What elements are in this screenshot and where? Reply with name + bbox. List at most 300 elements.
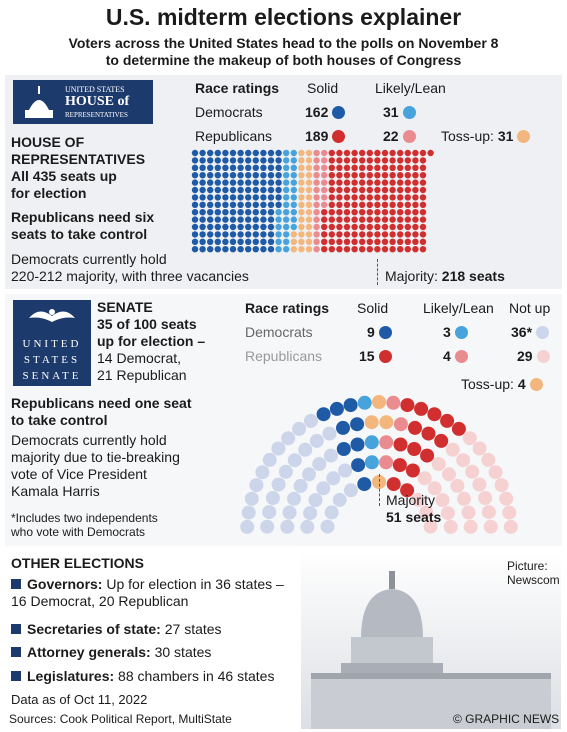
senate-seat-dem-notup [281, 431, 295, 445]
house-seat-dem-solid [275, 150, 281, 156]
house-seat-tossup [306, 202, 312, 208]
house-seat-dem-solid [192, 179, 198, 185]
house-seat-rep-solid [412, 246, 418, 252]
house-seat-rep-solid [374, 202, 380, 208]
house-seat-rep-solid [351, 246, 357, 252]
house-seat-dem-solid [222, 239, 228, 245]
house-seat-dem-solid [199, 239, 205, 245]
subtitle-line-2: to determine the makeup of both houses of Congress [105, 52, 462, 68]
house-seat-rep-solid [336, 239, 342, 245]
house-seat-dem-solid [207, 216, 213, 222]
senate-seat-dem-notup [240, 520, 254, 534]
house-seat-rep-lean [313, 231, 319, 237]
house-seat-dem-solid [260, 172, 266, 178]
house-seat-rep-solid [420, 202, 426, 208]
house-seat-dem-solid [245, 165, 251, 171]
house-logo-line-2: HOUSE of [65, 94, 130, 109]
house-seat-dem-solid [260, 246, 266, 252]
other-item-legislatures [11, 668, 274, 685]
senate-logo-line-2: STATES [23, 354, 81, 366]
house-seat-dem-solid [230, 187, 236, 193]
house-seat-dem-solid [192, 165, 198, 171]
house-seat-dem-solid [199, 194, 205, 200]
house-seat-rep-solid [412, 172, 418, 178]
house-seat-rep-solid [420, 216, 426, 222]
house-seat-rep-solid [374, 224, 380, 230]
house-seat-rep-solid [374, 246, 380, 252]
page-subtitle [0, 35, 567, 69]
house-seat-rep-solid [420, 231, 426, 237]
house-seat-dem-lean [275, 231, 281, 237]
bullet-square-icon [11, 624, 21, 634]
house-seat-dem-solid [237, 202, 243, 208]
house-seat-rep-solid [420, 209, 426, 215]
house-seat-dem-solid [245, 231, 251, 237]
house-seat-rep-solid [382, 157, 388, 163]
house-seat-rep-solid [389, 179, 395, 185]
house-seat-rep-solid [351, 202, 357, 208]
house-seat-dem-solid [260, 209, 266, 215]
house-seat-dem-solid [192, 231, 198, 237]
senate-seat-rep-notup [499, 492, 513, 506]
house-seat-rep-solid [397, 202, 403, 208]
senate-seat-dem-solid [337, 442, 351, 456]
house-seat-tossup [306, 224, 312, 230]
house-seat-dem-solid [253, 224, 259, 230]
house-seat-dem-solid [268, 216, 274, 222]
senate-seat-dem-notup [338, 464, 352, 478]
house-seat-dem-lean [283, 194, 289, 200]
senate-seat-rep-notup [504, 520, 518, 534]
house-seat-dem-solid [215, 165, 221, 171]
senate-seat-dem-notup [321, 520, 335, 534]
house-seat-dem-solid [260, 202, 266, 208]
house-seat-rep-lean [321, 179, 327, 185]
house-seat-tossup [306, 187, 312, 193]
house-seat-rep-solid [367, 216, 373, 222]
senate-note-line-1: Democrats currently hold [11, 432, 167, 448]
senate-seat-dem-notup [242, 506, 256, 520]
house-seat-dem-solid [199, 231, 205, 237]
house-seat-dem-lean [275, 224, 281, 230]
house-seat-tossup [298, 194, 304, 200]
house-seat-dem-solid [245, 239, 251, 245]
house-seat-rep-solid [420, 194, 426, 200]
senate-seats-line-2: up for election – [97, 333, 206, 349]
house-seat-rep-solid [405, 179, 411, 185]
house-seat-rep-solid [336, 187, 342, 193]
house-seat-rep-lean [313, 209, 319, 215]
house-majority-line [377, 259, 379, 285]
house-seat-rep-solid [405, 172, 411, 178]
house-seat-chart [5, 75, 562, 289]
house-seat-dem-solid [268, 179, 274, 185]
house-seat-dem-solid [199, 157, 205, 163]
house-panel [5, 75, 562, 289]
house-seat-dem-solid [199, 246, 205, 252]
house-seat-rep-solid [420, 150, 426, 156]
house-seat-rep-solid [329, 209, 335, 215]
senate-seat-rep-solid [387, 477, 401, 491]
senate-panel [5, 294, 562, 546]
house-seat-rep-solid [329, 224, 335, 230]
house-seat-dem-solid [253, 246, 259, 252]
house-seat-dem-solid [275, 157, 281, 163]
senate-ratings-heading: Race ratings [245, 300, 330, 316]
bullet-square-icon [11, 579, 21, 589]
house-seat-rep-solid [367, 209, 373, 215]
other-item-label: Legislatures: [27, 668, 115, 684]
senate-seat-rep-lean [379, 455, 393, 469]
house-seat-dem-solid [268, 224, 274, 230]
senate-seat-rep-notup [495, 478, 509, 492]
house-seat-rep-solid [382, 224, 388, 230]
house-seat-dem-solid [222, 165, 228, 171]
senate-seat-rep-solid [406, 464, 420, 478]
house-seat-rep-lean [313, 239, 319, 245]
house-seat-rep-solid [397, 172, 403, 178]
senate-seat-dem-notup [279, 465, 293, 479]
house-seat-rep-solid [321, 246, 327, 252]
house-seat-dem-solid [222, 187, 228, 193]
house-seat-rep-solid [336, 157, 342, 163]
house-seat-dem-solid [253, 194, 259, 200]
other-elections-heading: OTHER ELECTIONS [11, 555, 145, 571]
house-seat-rep-solid [382, 231, 388, 237]
house-seat-rep-solid [427, 150, 433, 156]
house-seat-dem-lean [275, 239, 281, 245]
house-seat-rep-lean [313, 187, 319, 193]
house-seat-rep-solid [412, 209, 418, 215]
house-seat-rep-solid [329, 165, 335, 171]
house-seat-dem-solid [215, 150, 221, 156]
house-seat-dem-solid [192, 239, 198, 245]
house-need-line-2: seats to take control [11, 226, 148, 242]
house-seat-dem-solid [253, 172, 259, 178]
house-seat-dem-solid [237, 194, 243, 200]
other-item-attorneys [11, 644, 211, 661]
senate-seat-rep-notup [442, 467, 456, 481]
house-seat-dem-solid [222, 194, 228, 200]
house-seat-rep-lean [313, 157, 319, 163]
house-solid-header: Solid [307, 80, 339, 96]
house-seat-dem-solid [230, 194, 236, 200]
other-item-label: Secretaries of state: [27, 621, 161, 637]
house-seat-rep-solid [374, 165, 380, 171]
house-seat-dem-solid [253, 202, 259, 208]
house-seat-dem-solid [268, 246, 274, 252]
senate-seat-dem-lean [365, 455, 379, 469]
house-seat-rep-solid [367, 246, 373, 252]
senate-seat-rep-notup [482, 505, 496, 519]
senate-seat-rep-notup [473, 442, 487, 456]
bullet-square-icon [11, 647, 21, 657]
house-seat-rep-solid [344, 239, 350, 245]
house-seat-dem-solid [230, 231, 236, 237]
senate-seat-tossup [379, 415, 393, 429]
house-seat-rep-solid [359, 224, 365, 230]
house-seat-rep-lean [321, 187, 327, 193]
house-seat-dem-solid [237, 231, 243, 237]
house-seat-dem-solid [215, 179, 221, 185]
house-seat-rep-lean [313, 224, 319, 230]
senate-seat-tossup [372, 395, 386, 409]
house-seat-rep-solid [336, 150, 342, 156]
senate-seat-rep-notup [450, 479, 464, 493]
house-seat-rep-solid [412, 239, 418, 245]
senate-seat-rep-notup [464, 520, 478, 534]
senate-seat-dem-notup [333, 493, 347, 507]
house-seat-dem-lean [283, 187, 289, 193]
house-seat-rep-lean [321, 202, 327, 208]
senate-seat-rep-notup [456, 453, 470, 467]
senate-seat-rep-solid [394, 438, 408, 452]
senate-seat-rep-notup [446, 443, 460, 457]
senate-lean-header: Likely/Lean [423, 300, 494, 316]
house-seat-rep-solid [405, 239, 411, 245]
house-seat-rep-solid [329, 246, 335, 252]
house-seat-rep-solid [336, 202, 342, 208]
house-seat-dem-solid [245, 202, 251, 208]
house-seat-dem-lean [291, 224, 297, 230]
senate-seat-rep-notup [463, 431, 477, 445]
house-seat-rep-solid [389, 150, 395, 156]
house-seat-dem-lean [291, 194, 297, 200]
senate-dem-label: Democrats [245, 324, 313, 340]
senate-split-line-1: 14 Democrat, [97, 350, 182, 366]
senate-rep-solid-value: 15 [359, 348, 375, 364]
house-name-line-1: HOUSE OF [11, 134, 85, 150]
senate-seat-rep-solid [427, 407, 441, 421]
house-seat-rep-solid [397, 179, 403, 185]
house-seat-rep-solid [359, 209, 365, 215]
senate-footnote-line-2: who vote with Democrats [11, 525, 146, 539]
house-seat-rep-solid [359, 150, 365, 156]
senate-seat-dem-notup [303, 506, 317, 520]
senate-logo-line-1: UNITED [22, 338, 82, 350]
house-seat-dem-solid [230, 165, 236, 171]
house-seat-rep-solid [405, 209, 411, 215]
house-seat-rep-solid [359, 231, 365, 237]
house-seat-rep-solid [389, 216, 395, 222]
senate-seat-dem-lean [365, 435, 379, 449]
house-seat-dem-solid [230, 209, 236, 215]
house-seat-dem-solid [207, 202, 213, 208]
house-seat-dem-solid [237, 224, 243, 230]
house-seat-rep-solid [405, 231, 411, 237]
house-seat-rep-solid [367, 231, 373, 237]
house-seat-dem-solid [207, 209, 213, 215]
house-seat-rep-solid [412, 165, 418, 171]
house-majority-label: Majority: [385, 268, 438, 284]
senate-seat-dem-notup [298, 443, 312, 457]
house-seat-dem-solid [245, 150, 251, 156]
house-seat-dem-lean [291, 216, 297, 222]
house-seat-rep-solid [359, 202, 365, 208]
house-seat-dem-solid [222, 246, 228, 252]
house-seat-rep-solid [351, 172, 357, 178]
senate-seat-dem-notup [323, 427, 337, 441]
copyright: © GRAPHIC NEWS [453, 712, 560, 726]
house-seat-dem-lean [283, 231, 289, 237]
house-seat-dem-lean [291, 209, 297, 215]
house-seat-dem-solid [275, 187, 281, 193]
house-seat-rep-solid [397, 224, 403, 230]
house-seat-dem-solid [253, 209, 259, 215]
senate-seat-dem-notup [302, 467, 316, 481]
house-seat-rep-solid [405, 157, 411, 163]
house-seat-dem-lean [283, 239, 289, 245]
house-seat-dem-solid [192, 209, 198, 215]
senate-seat-rep-notup [457, 492, 471, 506]
house-rep-lean-value: 22 [383, 128, 399, 144]
house-seat-dem-solid [245, 209, 251, 215]
picture-label: Picture: [507, 559, 548, 573]
senate-seat-dem-notup [245, 492, 259, 506]
house-logo-line-1: UNITED STATES [65, 85, 125, 94]
house-seat-rep-solid [367, 224, 373, 230]
house-seat-rep-solid [389, 239, 395, 245]
house-seat-rep-solid [359, 187, 365, 193]
senate-seat-rep-notup [481, 453, 495, 467]
senate-tossup-label: Toss-up: [461, 376, 514, 392]
house-seat-dem-solid [245, 172, 251, 178]
house-seat-rep-lean [313, 246, 319, 252]
house-seat-rep-solid [374, 150, 380, 156]
house-seat-dem-solid [215, 157, 221, 163]
house-seat-rep-solid [382, 165, 388, 171]
house-seat-rep-solid [321, 209, 327, 215]
house-seat-rep-solid [336, 224, 342, 230]
house-seat-dem-solid [230, 224, 236, 230]
house-seat-rep-lean [313, 194, 319, 200]
house-seat-tossup [306, 150, 312, 156]
house-seat-rep-solid [336, 231, 342, 237]
house-seat-rep-solid [359, 157, 365, 163]
senate-need-line-1: Republicans need one seat [11, 395, 192, 411]
house-seat-rep-solid [389, 231, 395, 237]
senate-seat-dem-notup [287, 492, 301, 506]
house-rep-solid-value: 189 [305, 128, 329, 144]
senate-seat-dem-notup [316, 481, 330, 495]
house-seat-dem-lean [283, 172, 289, 178]
house-seat-dem-lean [275, 246, 281, 252]
house-seat-dem-lean [291, 202, 297, 208]
senate-seat-dem-notup [309, 493, 323, 507]
house-seat-rep-lean [321, 157, 327, 163]
house-seat-dem-solid [260, 187, 266, 193]
house-seat-tossup [306, 246, 312, 252]
house-seat-rep-solid [321, 231, 327, 237]
house-seat-dem-lean [283, 179, 289, 185]
house-seat-dem-solid [192, 246, 198, 252]
house-seat-rep-solid [367, 172, 373, 178]
senate-seat-dem-notup [312, 457, 326, 471]
house-seat-rep-solid [405, 216, 411, 222]
house-seat-dem-solid [237, 246, 243, 252]
house-seat-dem-lean [283, 165, 289, 171]
house-seat-dem-lean [291, 179, 297, 185]
house-seat-dem-solid [230, 246, 236, 252]
other-item-label: Attorney generals: [27, 644, 151, 660]
senate-seat-rep-notup [502, 506, 516, 520]
senate-seat-dem-solid [317, 407, 331, 421]
senate-seat-dem-notup [300, 520, 314, 534]
house-seat-rep-solid [359, 246, 365, 252]
house-seat-dem-solid [215, 231, 221, 237]
house-seat-dem-solid [245, 216, 251, 222]
house-seat-dem-lean [275, 209, 281, 215]
senate-need-line-2: to take control [11, 412, 108, 428]
house-seat-dem-solid [199, 187, 205, 193]
senate-seat-rep-notup [444, 520, 458, 534]
house-seat-rep-solid [367, 179, 373, 185]
house-seat-rep-solid [420, 246, 426, 252]
senate-name: SENATE [97, 299, 153, 315]
senate-majority-label: Majority [386, 492, 436, 508]
house-seat-tossup [298, 179, 304, 185]
house-seat-rep-solid [412, 231, 418, 237]
house-seat-rep-lean [313, 179, 319, 185]
house-seat-dem-solid [275, 179, 281, 185]
house-seat-dem-solid [215, 209, 221, 215]
house-seat-rep-solid [405, 187, 411, 193]
other-item-governors [11, 576, 284, 610]
senate-seat-dem-notup [249, 478, 263, 492]
house-seat-dem-solid [268, 172, 274, 178]
senate-seat-dem-solid [351, 438, 365, 452]
house-seat-tossup [298, 150, 304, 156]
house-seat-tossup [291, 239, 297, 245]
house-seat-rep-solid [382, 239, 388, 245]
senate-seat-rep-solid [400, 398, 414, 412]
house-seat-tossup [298, 246, 304, 252]
house-seat-rep-solid [382, 150, 388, 156]
other-item-text-2: 16 Democrat, 20 Republican [11, 593, 189, 609]
house-seat-rep-solid [367, 194, 373, 200]
senate-seat-dem-notup [326, 471, 340, 485]
senate-seat-chart [5, 294, 562, 546]
house-seat-rep-solid [382, 202, 388, 208]
house-seat-tossup [298, 165, 304, 171]
house-need-line-1: Republicans need six [11, 209, 155, 225]
house-seat-rep-solid [405, 194, 411, 200]
house-seat-rep-solid [389, 209, 395, 215]
house-seat-rep-solid [412, 157, 418, 163]
house-seat-rep-solid [351, 216, 357, 222]
house-seat-rep-solid [344, 157, 350, 163]
house-seat-rep-solid [389, 165, 395, 171]
house-seat-dem-solid [253, 187, 259, 193]
house-seat-rep-solid [420, 239, 426, 245]
house-seat-rep-solid [420, 179, 426, 185]
senate-seat-rep-notup [472, 478, 486, 492]
house-seat-dem-solid [215, 187, 221, 193]
house-lean-header: Likely/Lean [375, 80, 446, 96]
house-seat-dem-solid [207, 179, 213, 185]
senate-seat-dem-notup [263, 453, 277, 467]
house-seat-rep-solid [374, 157, 380, 163]
other-item-text: 27 states [164, 621, 222, 637]
house-seat-dem-solid [275, 202, 281, 208]
house-seat-dem-solid [245, 179, 251, 185]
house-seat-rep-solid [344, 216, 350, 222]
house-seat-dem-solid [230, 150, 236, 156]
senate-seat-dem-notup [272, 478, 286, 492]
house-majority [385, 268, 505, 285]
house-seat-tossup [306, 216, 312, 222]
house-seat-dem-solid [237, 239, 243, 245]
